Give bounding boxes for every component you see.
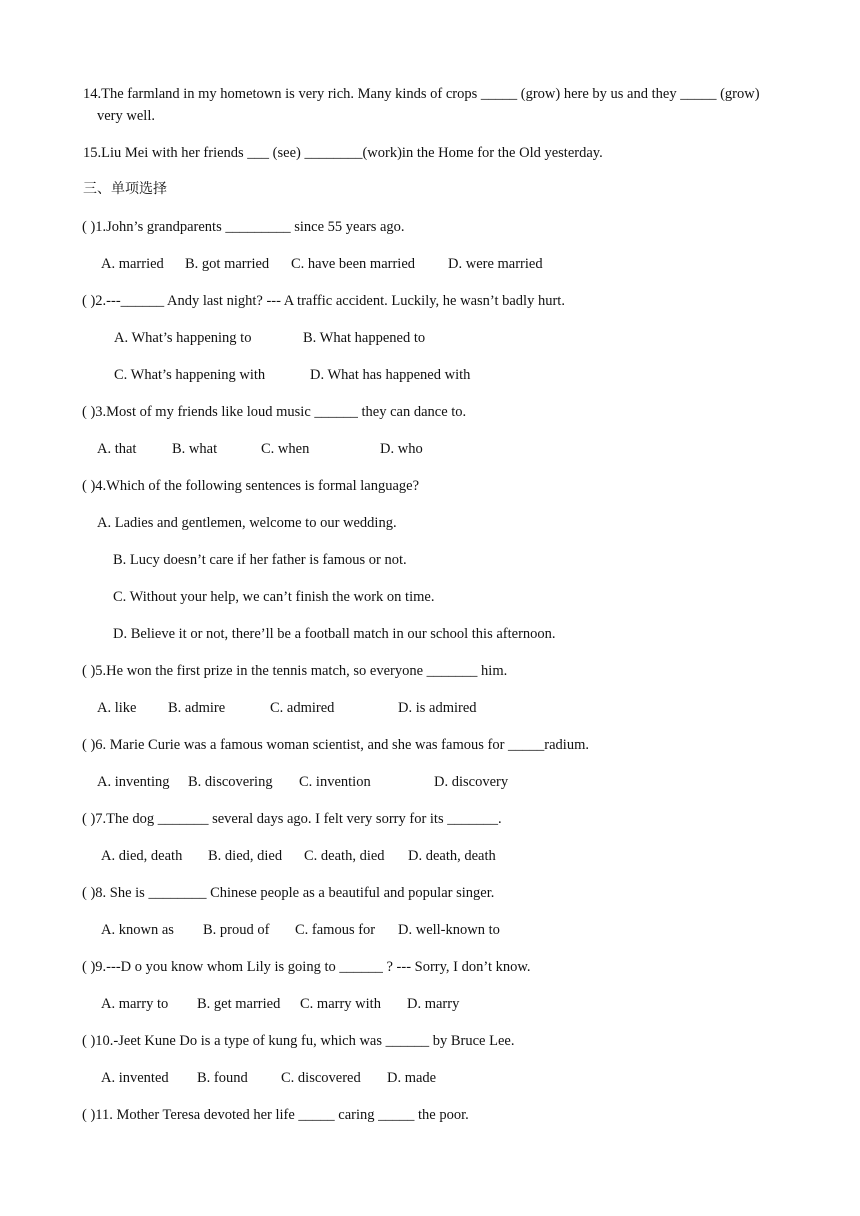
question-6-option-c: C. invention — [299, 774, 371, 790]
question-1-option-b: B. got married — [185, 256, 270, 272]
question-7-stem: ( )7.The dog _______ several days ago. I felt very sorry for its _______. — [82, 811, 502, 827]
question-4-option-d: D. Believe it or not, there’ll be a football match in our school this afternoon. — [113, 626, 556, 642]
question-2-option-d: D. What has happened with — [310, 367, 471, 383]
question-3-option-d: D. who — [380, 441, 423, 457]
question-9-stem: ( )9.---D o you know whom Lily is going to ______ ? --- Sorry, I don’t know. — [82, 959, 531, 975]
question-2-option-c: C. What’s happening with — [114, 367, 266, 383]
question-3-option-a: A. that — [97, 441, 137, 457]
question-4-stem: ( )4.Which of the following sentences is formal language? — [82, 478, 420, 494]
question-7-option-d: D. death, death — [408, 848, 496, 864]
question-5-option-c: C. admired — [270, 700, 335, 716]
question-10-stem: ( )10.-Jeet Kune Do is a type of kung fu, which was ______ by Bruce Lee. — [82, 1033, 515, 1049]
question-14-line2: very well. — [97, 108, 155, 124]
question-3-option-c: C. when — [261, 441, 310, 457]
question-4-option-b: B. Lucy doesn’t care if her father is famous or not. — [113, 552, 407, 568]
question-6-option-b: B. discovering — [188, 774, 273, 790]
question-2-option-a: A. What’s happening to — [114, 330, 252, 346]
question-8-stem: ( )8. She is ________ Chinese people as a beautiful and popular singer. — [82, 885, 495, 901]
question-2-option-b: B. What happened to — [303, 330, 426, 346]
question-8-option-b: B. proud of — [203, 922, 270, 938]
question-10-option-a: A. invented — [101, 1070, 169, 1086]
question-2-stem: ( )2.---______ Andy last night? --- A traffic accident. Luckily, he wasn’t badly hurt. — [82, 293, 565, 309]
question-7-option-c: C. death, died — [304, 848, 385, 864]
question-5-option-a: A. like — [97, 700, 137, 716]
question-10-option-b: B. found — [197, 1070, 248, 1086]
question-7-option-b: B. died, died — [208, 848, 283, 864]
question-1-stem: ( )1.John’s grandparents _________ since 55 years ago. — [82, 219, 405, 235]
question-9-option-a: A. marry to — [101, 996, 169, 1012]
question-4-option-c: C. Without your help, we can’t finish the work on time. — [113, 589, 435, 605]
question-6-stem: ( )6. Marie Curie was a famous woman scientist, and she was famous for _____radium. — [82, 737, 589, 753]
question-14-line1: 14.The farmland in my hometown is very rich. Many kinds of crops _____ (grow) here by us and they _____ (grow) — [83, 86, 760, 102]
question-10-option-d: D. made — [387, 1070, 437, 1086]
question-9-option-c: C. marry with — [300, 996, 381, 1012]
question-9-option-d: D. marry — [407, 996, 460, 1012]
question-6-option-d: D. discovery — [434, 774, 509, 790]
question-5-option-b: B. admire — [168, 700, 226, 716]
question-7-option-a: A. died, death — [101, 848, 183, 864]
question-3-option-b: B. what — [172, 441, 218, 457]
question-1-option-a: A. married — [101, 256, 164, 272]
question-9-option-b: B. get married — [197, 996, 281, 1012]
question-1-option-c: C. have been married — [291, 256, 416, 272]
question-8-option-a: A. known as — [101, 922, 174, 938]
question-3-stem: ( )3.Most of my friends like loud music ______ they can dance to. — [82, 404, 467, 420]
question-5-option-d: D. is admired — [398, 700, 477, 716]
question-15: 15.Liu Mei with her friends ___ (see) ________(work)in the Home for the Old yesterday. — [83, 145, 603, 161]
question-4-option-a: A. Ladies and gentlemen, welcome to our wedding. — [97, 515, 397, 531]
question-11-stem: ( )11. Mother Teresa devoted her life _____ caring _____ the poor. — [82, 1107, 469, 1123]
question-8-option-d: D. well-known to — [398, 922, 500, 938]
section-title: 三、单项选择 — [83, 181, 167, 197]
question-1-option-d: D. were married — [448, 256, 543, 272]
question-8-option-c: C. famous for — [295, 922, 376, 938]
question-5-stem: ( )5.He won the first prize in the tennis match, so everyone _______ him. — [82, 663, 508, 679]
question-6-option-a: A. inventing — [97, 774, 170, 790]
question-10-option-c: C. discovered — [281, 1070, 361, 1086]
